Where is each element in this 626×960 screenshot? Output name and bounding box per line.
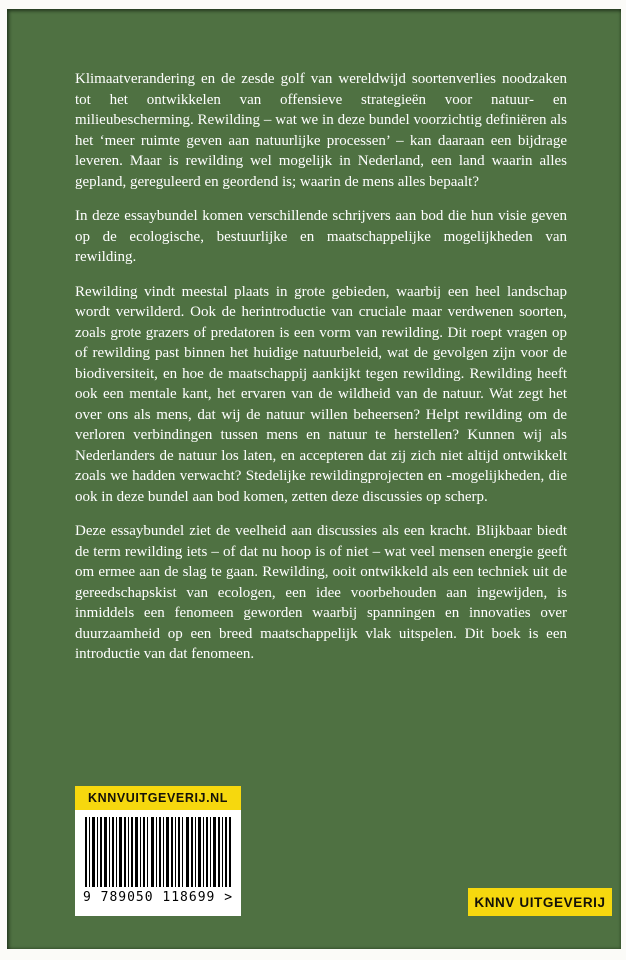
cover-background — [7, 9, 621, 949]
blurb-paragraph-1: Klimaatverandering en de zesde golf van wereldwijd soortenverlies noodzaken tot het ontwikkelen van offensieve strategieën voor natuur- en milieubescherming. Rewilding – wat we in deze bundel voorzichtig definiëren als het ‘meer ruimte geven aan natuurlijke processen’ – kan daaraan een bijdrage leveren. Maar is rewilding wel mogelijk in Nederland, een land waarin alles gepland, gereguleerd en geordend is; waarin de mens alles bepaalt? — [75, 71, 567, 190]
publisher-website-label: KNNVUITGEVERIJ.NL — [75, 786, 241, 810]
barcode-icon — [83, 817, 233, 887]
isbn-number: 9 789050 118699 > — [82, 890, 234, 905]
publisher-logo: KNNV UITGEVERIJ — [468, 888, 612, 916]
blurb-paragraph-2: In deze essaybundel komen verschillende schrijvers aan bod die hun visie geven op de ecologische, bestuurlijke en maatschappelijke mogelijkheden van rewilding. — [75, 208, 567, 265]
barcode-panel — [75, 810, 241, 916]
back-cover-blurb — [75, 69, 567, 679]
blurb-paragraph-3: Rewilding vindt meestal plaats in grote gebieden, waarbij een heel landschap wordt verwilderd. Ook de herintroductie van cruciale maar verdwenen soorten, zoals grote grazers of predatoren is een vorm van rewilding. Dit roept vragen op of rewilding past binnen het huidige natuurbeleid, wat de gevolgen zijn voor de biodiversiteit, en hoe de maatschappij aankijkt tegen rewilding. Rewilding heeft ook een mentale kant, het ervaren van de wildheid van de natuur. Wat zegt het over ons als mens, dat wij de natuur willen beheersen? Helpt rewilding om de verloren verbindingen tussen mens en natuur te herstellen? Kunnen wij als Nederlanders de natuur los laten, en accepteren dat zij zich niet altijd ontwikkelt zoals we hadden verwacht? Stedelijke rewildingprojecten en -mogelijkheden, die ook in deze bundel aan bod komen, zetten deze discussies op scherp. — [75, 283, 567, 505]
blurb-paragraph-4: Deze essaybundel ziet de veelheid aan discussies als een kracht. Blijkbaar biedt de term rewilding iets – of dat nu hoop is of niet – wat veel mensen energie geeft om ermee aan de slag te gaan. Rewilding, ooit ontwikkeld als een techniek uit de gereedschapskist van ecologen, een idee voorbehouden aan ingewijden, is inmiddels een fenomeen geworden waarbij spanningen en innovaties over duurzaamheid op een breed maatschappelijk vlak uitspelen. Dit boek is een introductie van dat fenomeen. — [75, 523, 567, 662]
